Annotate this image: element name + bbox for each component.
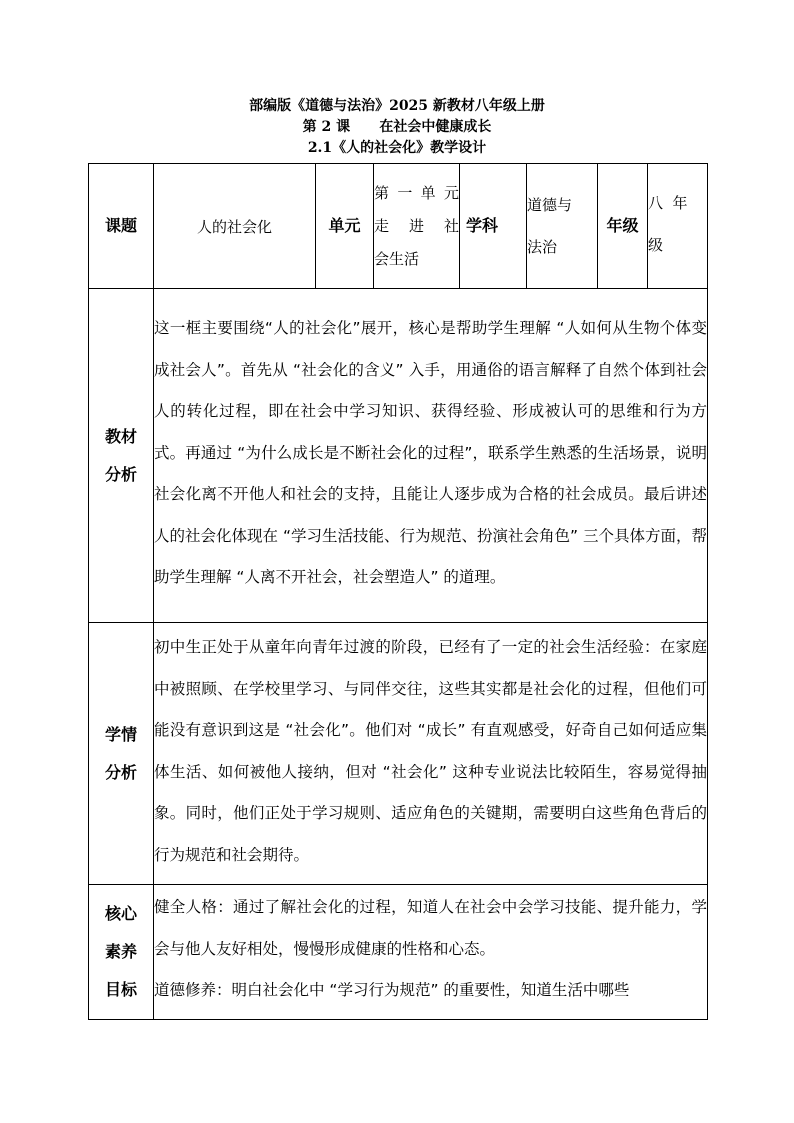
goal-item: 道德修养：明白社会化中 “学习行为规范” 的重要性，知道生活中哪些: [154, 981, 630, 999]
subject-value-line: 法治: [527, 238, 558, 256]
goal-item: 健全人格：通过了解社会化的过程，知道人在社会中会学习技能、提升能力，学会与他人友好相处，慢慢形成健康的性格和心态。: [154, 898, 707, 958]
textbook-analysis-text: [154, 289, 708, 623]
label-line: 学情: [104, 724, 137, 744]
label-line: 分析: [104, 464, 137, 484]
paragraph: 这一框主要围绕“人的社会化”展开，核心是帮助学生理解 “人如何从生物个体变成社会人”。首先从 “社会化的含义” 入手，用通俗的语言解释了自然个体到社会人的转化过程，即在社会中学习知识、获得经验、形成被认可的思维和行为方式。再通过 “为什么成长是不断社会化的过程”，联系学生熟悉的生活场景，说明社会化离不开他人和社会的支持，且能让人逐步成为合格的社会成员。最后讲述人的社会化体现在 “学习生活技能、行为规范、扮演社会角色” 三个具体方面，帮助学生理解 “人离不开社会，社会塑造人” 的道理。: [154, 319, 707, 587]
student-analysis-label: [89, 623, 154, 885]
title-line-1: 部编版《道德与法治》2025 新教材八年级上册: [249, 98, 545, 114]
core-goals-label: [89, 885, 154, 1020]
label-line: 核心: [104, 904, 137, 923]
topic-value: 人的社会化: [154, 164, 316, 289]
unit-value-line: 会生活: [374, 249, 420, 268]
label-line: 分析: [104, 762, 137, 782]
info-row: [89, 164, 708, 289]
lesson-plan-table: [88, 163, 708, 1020]
unit-label: 单元: [316, 164, 374, 289]
grade-label: 年级: [598, 164, 648, 289]
subject-value-line: 道德与: [527, 196, 573, 214]
student-analysis-text: [154, 623, 708, 885]
title-line-2: 第 2 课 在社会中健康成长: [302, 119, 492, 135]
grade-value-line: 级: [648, 236, 664, 254]
unit-value-line: 走 进 社: [374, 216, 459, 235]
paragraph: 初中生正处于从童年向青年过渡的阶段，已经有了一定的社会生活经验：在家庭中被照顾、在学校里学习、与同伴交往，这些其实都是社会化的过程，但他们可能没有意识到这是 “社会化”。他们对 “成长” 有直观感受，好奇自己如何适应集体生活、如何被他人接纳，但对 “社会化” 这种专业说法比较陌生，容易觉得抽象。同时，他们正处于学习规则、适应角色的关键期，需要明白这些角色背后的行为规范和社会期待。: [154, 638, 707, 864]
label-line: 素养: [104, 942, 137, 961]
subject-label: 学科: [460, 164, 527, 289]
unit-value: [374, 164, 460, 289]
core-goals-text: [154, 885, 708, 1020]
unit-value-line: 第一单元: [374, 183, 459, 202]
grade-value: [648, 164, 708, 289]
document-title: [0, 96, 794, 159]
core-goals-row: [89, 885, 708, 1020]
label-line: 教材: [104, 426, 137, 446]
title-line-3: 2.1《人的社会化》教学设计: [307, 140, 487, 156]
textbook-analysis-row: [89, 289, 708, 623]
grade-value-line: 八 年: [648, 194, 688, 212]
subject-value: [527, 164, 598, 289]
topic-label: 课题: [89, 164, 154, 289]
student-analysis-row: [89, 623, 708, 885]
label-line: 目标: [104, 980, 137, 999]
textbook-analysis-label: [89, 289, 154, 623]
